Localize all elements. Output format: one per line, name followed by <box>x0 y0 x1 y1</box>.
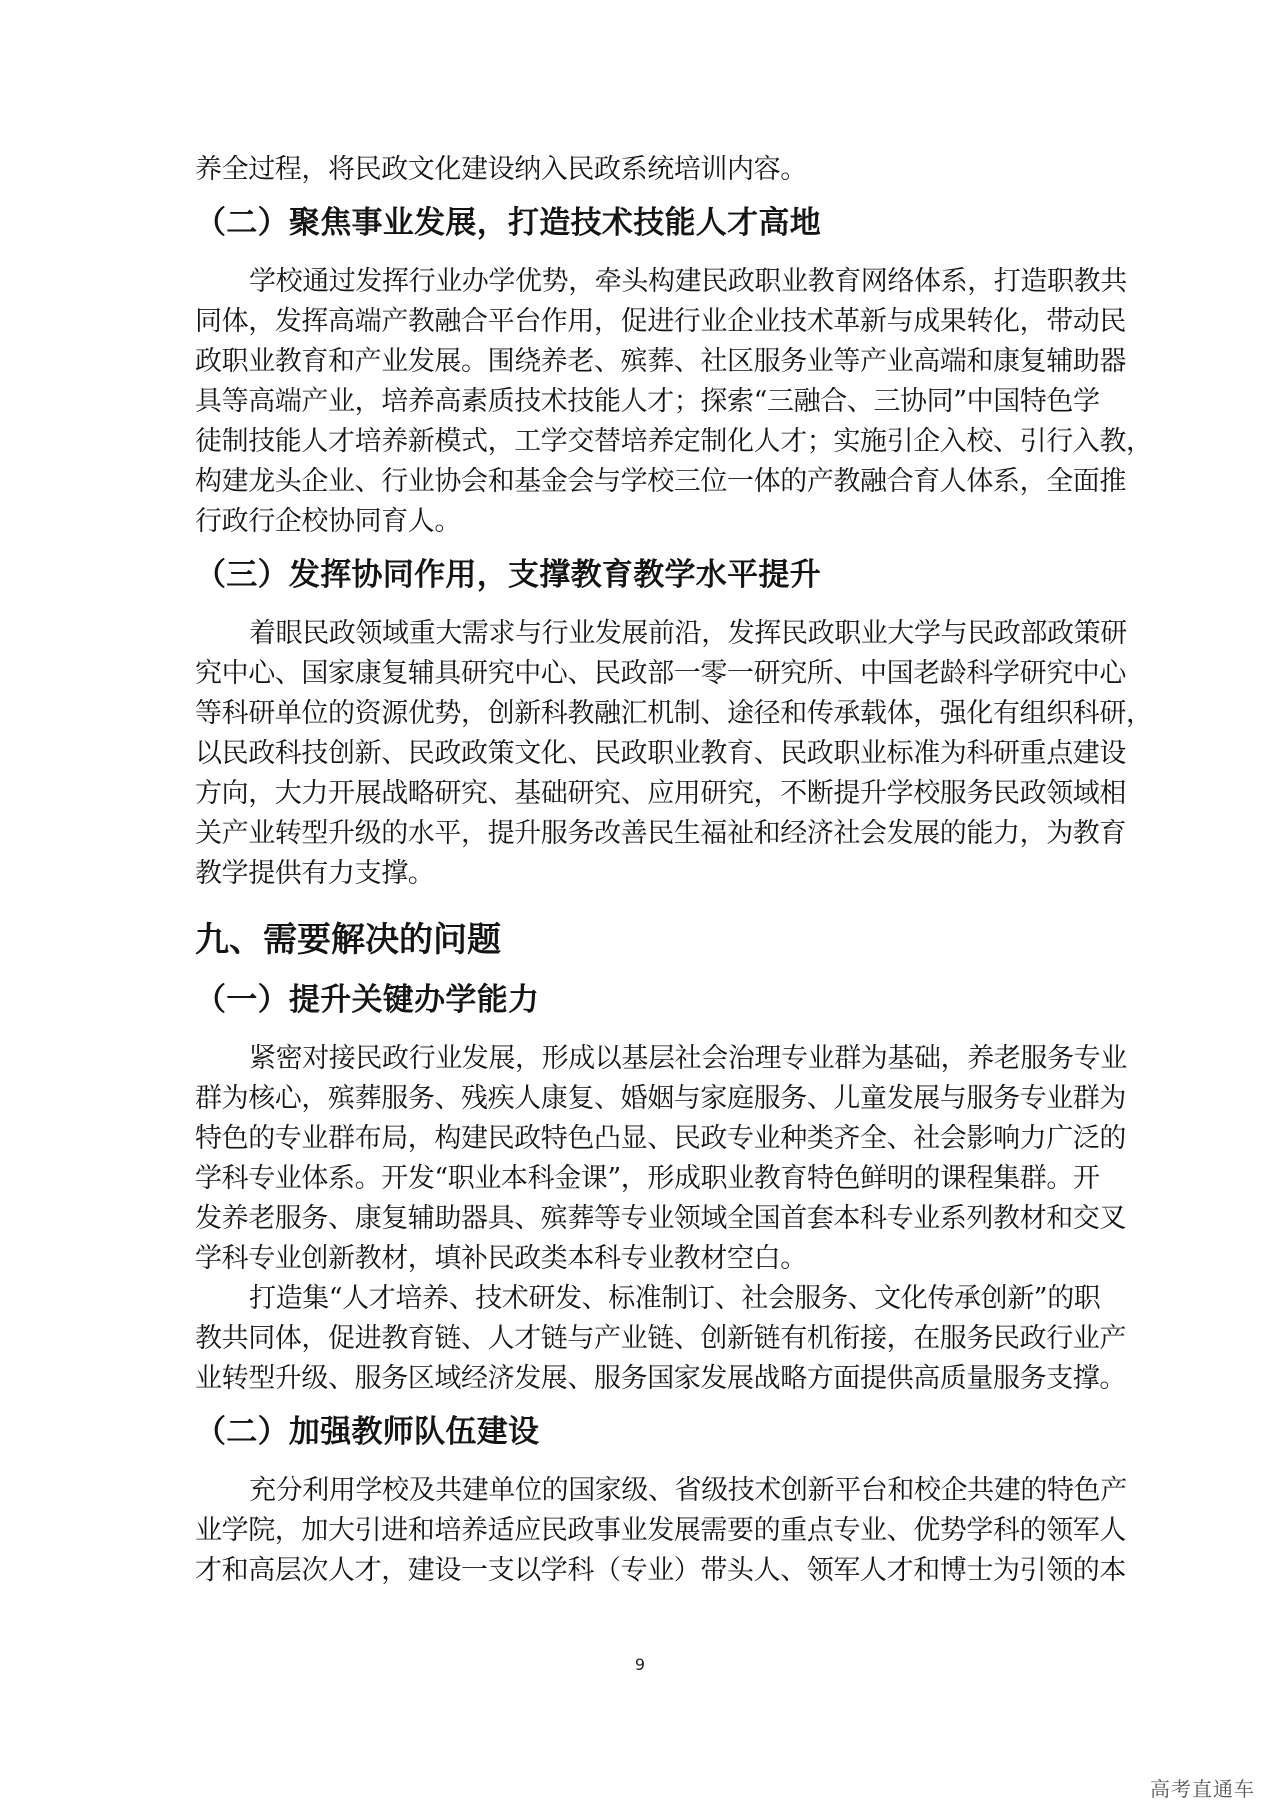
text-line: 行政行企校协同育人。 <box>195 506 461 537</box>
text-line: 特色的专业群布局，构建民政特色凸显、民政专业种类齐全、社会影响力广泛的 <box>195 1123 1126 1154</box>
text-line: 究中心、国家康复辅具研究中心、民政部一零一研究所、中国老龄科学研究中心 <box>195 658 1126 689</box>
page-number: 9 <box>634 1655 646 1674</box>
subsection-1-paragraph-2 <box>195 1279 1126 1399</box>
document-page <box>195 150 1153 1591</box>
subsection-heading-2: （二）加强教师队伍建设 <box>195 1414 540 1450</box>
subsection-2-paragraph <box>195 1471 1127 1591</box>
chapter-heading-9: 九、需要解决的问题 <box>195 920 501 960</box>
text-line: 以民政科技创新、民政政策文化、民政职业教育、民政职业标准为科研重点建设 <box>195 738 1126 769</box>
text-line: 业转型升级、服务区域经济发展、服务国家发展战略方面提供高质量服务支撑。 <box>195 1363 1126 1394</box>
text-line: 同体，发挥高端产教融合平台作用，促进行业企业技术革新与成果转化，带动民 <box>195 306 1126 337</box>
text-line: 打造集“人才培养、技术研发、标准制订、社会服务、文化传承创新”的职 <box>249 1283 1101 1314</box>
text-line: 充分利用学校及共建单位的国家级、省级技术创新平台和校企共建的特色产 <box>249 1475 1127 1506</box>
text-line: 政职业教育和产业发展。围绕养老、殡葬、社区服务业等产业高端和康复辅助器 <box>195 346 1126 377</box>
subsection-heading-1: （一）提升关键办学能力 <box>195 982 540 1018</box>
text-line: 构建龙头企业、行业协会和基金会与学校三位一体的产教融合育人体系，全面推 <box>195 466 1126 497</box>
section-2-paragraph <box>195 262 1153 542</box>
section-heading-2: （二）聚焦事业发展，打造技术技能人才高地 <box>195 205 821 241</box>
text-line: 学校通过发挥行业办学优势，牵头构建民政职业教育网络体系，打造职教共 <box>249 266 1127 297</box>
text-line: 才和高层次人才，建设一支以学科（专业）带头人、领军人才和博士为引领的本 <box>195 1555 1126 1586</box>
text-line: 群为核心，殡葬服务、残疾人康复、婚姻与家庭服务、儿童发展与服务专业群为 <box>195 1083 1126 1114</box>
text-line: 养全过程，将民政文化建设纳入民政系统培训内容。 <box>195 154 807 185</box>
text-line: 关产业转型升级的水平，提升服务改善民生福祉和经济社会发展的能力，为教育 <box>195 818 1126 849</box>
text-line: 徒制技能人才培养新模式，工学交替培养定制化人才；实施引企入校、引行入教， <box>195 426 1153 457</box>
text-line: 紧密对接民政行业发展，形成以基层社会治理专业群为基础，养老服务专业 <box>249 1043 1127 1074</box>
text-line: 等科研单位的资源优势，创新科教融汇机制、途径和传承载体，强化有组织科研， <box>195 698 1153 729</box>
section-3-paragraph <box>195 614 1153 894</box>
subsection-1-paragraph-1 <box>195 1039 1127 1279</box>
intro-paragraph <box>195 150 1095 190</box>
text-line: 业学院，加大引进和培养适应民政事业发展需要的重点专业、优势学科的领军人 <box>195 1515 1126 1546</box>
text-line: 具等高端产业，培养高素质技术技能人才；探索“三融合、三协同”中国特色学 <box>195 386 1100 417</box>
watermark-text: 高考直通车 <box>1150 1777 1255 1801</box>
text-line: 教共同体，促进教育链、人才链与产业链、创新链有机衔接，在服务民政行业产 <box>195 1323 1126 1354</box>
section-heading-3: （三）发挥协同作用，支撑教育教学水平提升 <box>195 557 821 593</box>
text-line: 学科专业创新教材，填补民政类本科专业教材空白。 <box>195 1243 807 1274</box>
text-line: 教学提供有力支撑。 <box>195 858 435 889</box>
text-line: 学科专业体系。开发“职业本科金课”，形成职业教育特色鲜明的课程集群。开 <box>195 1163 1100 1194</box>
text-line: 方向，大力开展战略研究、基础研究、应用研究，不断提升学校服务民政领域相 <box>195 778 1126 809</box>
text-line: 着眼民政领域重大需求与行业发展前沿，发挥民政职业大学与民政部政策研 <box>249 618 1127 649</box>
text-line: 发养老服务、康复辅助器具、殡葬等专业领域全国首套本科专业系列教材和交叉 <box>195 1203 1126 1234</box>
